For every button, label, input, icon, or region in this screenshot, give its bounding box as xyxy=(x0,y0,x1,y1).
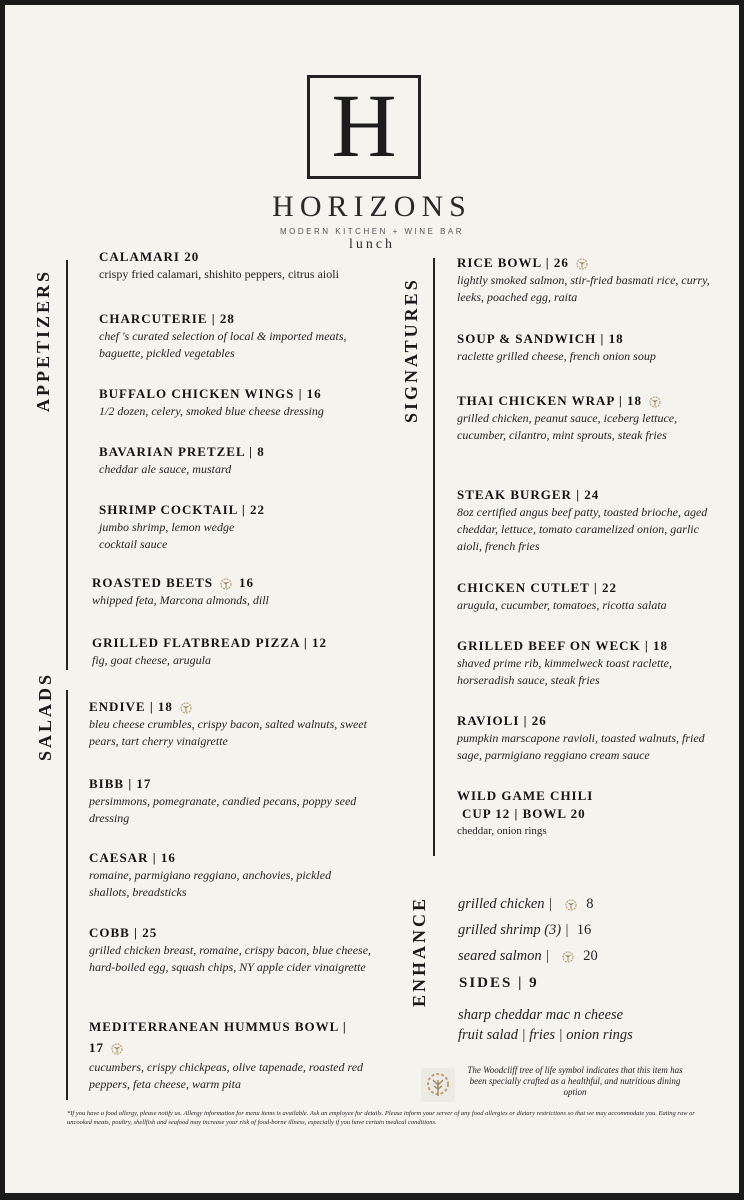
menu-item xyxy=(457,392,722,444)
menu-item xyxy=(457,486,722,555)
tree-of-life-legend-icon xyxy=(421,1068,455,1102)
sides-title: SIDES | 9 xyxy=(459,975,539,991)
item-name: BUFFALO CHICKEN WINGS | 16 xyxy=(99,386,322,401)
menu-item xyxy=(99,443,389,478)
item-name: MEDITERRANEAN HUMMUS BOWL | xyxy=(89,1019,347,1034)
logo-monogram-box xyxy=(307,75,421,179)
item-name: GRILLED FLATBREAD PIZZA | 12 xyxy=(92,635,328,650)
enhance-name: seared salmon | xyxy=(458,948,550,964)
item-name: ROASTED BEETS xyxy=(92,575,214,590)
menu-item xyxy=(92,574,392,609)
item-name: CHARCUTERIE | 28 xyxy=(99,311,235,326)
enhance-name: grilled shrimp (3) | xyxy=(458,922,569,938)
item-name: THAI CHICKEN WRAP | 18 xyxy=(457,393,642,408)
item-description: 1/2 dozen, celery, smoked blue cheese dressing xyxy=(99,404,324,418)
tree-of-life-icon xyxy=(648,395,662,409)
item-description: jumbo shrimp, lemon wedge cocktail sauce xyxy=(99,520,235,551)
item-price: 16 xyxy=(239,575,255,590)
menu-item xyxy=(99,501,269,553)
signatures-divider xyxy=(433,258,435,856)
item-description: shaved prime rib, kimmelweck toast raclette, horseradish sauce, steak fries xyxy=(457,656,672,687)
item-name-row xyxy=(92,574,392,592)
menu-item xyxy=(89,924,389,976)
enhance-price: 16 xyxy=(576,922,592,938)
item-description: cheddar, onion rings xyxy=(457,825,547,837)
item-name: ENDIVE | 18 xyxy=(89,699,173,714)
item-name: CHICKEN CUTLET | 22 xyxy=(457,580,617,595)
appetizers-divider xyxy=(66,260,68,670)
menu-item xyxy=(89,698,379,750)
item-description: grilled chicken, peanut sauce, iceberg lettuce, cucumber, cilantro, mint sprouts, steak fries xyxy=(457,411,678,442)
enhance-item xyxy=(458,946,598,966)
item-name: STEAK BURGER | 24 xyxy=(457,487,600,502)
item-name: COBB | 25 xyxy=(89,925,158,940)
item-description: chef 's curated selection of local & imported meats, baguette, pickled vegetables xyxy=(99,329,347,360)
section-label-signatures: SIGNATURES xyxy=(401,277,421,423)
item-name: GRILLED BEEF ON WECK | 18 xyxy=(457,638,668,653)
menu-item xyxy=(89,849,369,901)
menu-meal-label: lunch xyxy=(348,237,396,252)
menu-item xyxy=(457,254,717,306)
tree-of-life-icon xyxy=(110,1042,124,1056)
menu-item xyxy=(99,248,399,283)
tree-of-life-legend: The Woodcliff tree of life symbol indicates that this item has been specially crafted as a healthful, and nutritious dining option xyxy=(467,1065,683,1097)
item-description: lightly smoked salmon, stir-fried basmati rice, curry, leeks, poached egg, raita xyxy=(457,273,710,304)
menu-item xyxy=(99,385,389,420)
menu-item xyxy=(457,637,707,689)
enhance-price: 20 xyxy=(583,948,598,964)
menu-item xyxy=(99,310,369,362)
item-description: whipped feta, Marcona almonds, dill xyxy=(92,593,269,607)
item-name-row xyxy=(89,698,379,716)
menu-card xyxy=(5,5,739,1193)
sides-line: fruit salad | fries | onion rings xyxy=(458,1027,633,1043)
logo-monogram: H xyxy=(331,77,397,176)
section-label-salads: SALADS xyxy=(35,671,55,761)
item-name: BIBB | 17 xyxy=(89,776,152,791)
tree-of-life-icon xyxy=(564,898,578,912)
tree-of-life-icon xyxy=(561,950,575,964)
item-name: SHRIMP COCKTAIL | 22 xyxy=(99,502,266,517)
brand-name: HORIZONS xyxy=(272,190,472,223)
allergy-footnote: *If you have a food allergy, please notify us. Allergy information for menu items is available. Ask an employee for details. Please inform your server of any food allergies or dietary restrictions so that we may accommodate you. Eating raw or uncooked meats, poultry, shellfish and seafood may increase your risk of food-borne illness, especially if you have certain medical conditions. xyxy=(67,1110,695,1126)
item-name-row xyxy=(457,392,722,410)
item-description: grilled chicken breast, romaine, crispy bacon, blue cheese, hard-boiled egg, squash chips, NY apple cider vinaigrette xyxy=(89,943,372,974)
brand-subtitle: MODERN KITCHEN + WINE BAR xyxy=(279,227,465,236)
section-label-appetizers: APPETIZERS xyxy=(33,268,53,412)
item-name-row xyxy=(457,254,717,272)
enhance-price: 8 xyxy=(586,896,594,912)
item-name: RICE BOWL | 26 xyxy=(457,255,569,270)
item-name: RAVIOLI | 26 xyxy=(457,713,547,728)
sides-line: sharp cheddar mac n cheese xyxy=(458,1007,624,1023)
tree-of-life-icon xyxy=(575,257,589,271)
item-description: pumpkin marscapone ravioli, toasted walnuts, fried sage, parmigiano reggiano cream sauce xyxy=(457,731,705,762)
section-label-enhance: ENHANCE xyxy=(409,895,429,1007)
menu-item xyxy=(457,787,722,840)
item-name: BAVARIAN PRETZEL | 8 xyxy=(99,444,265,459)
tree-of-life-icon xyxy=(179,701,193,715)
item-description: fig, goat cheese, arugula xyxy=(92,653,211,667)
item-price: CUP 12 | BOWL 20 xyxy=(462,806,586,821)
item-description: bleu cheese crumbles, crispy bacon, salted walnuts, sweet pears, tart cherry vinaigrette xyxy=(89,717,367,748)
item-description: cucumbers, crispy chickpeas, olive tapenade, roasted red peppers, feta cheese, warm pita xyxy=(89,1060,364,1091)
item-name-row xyxy=(89,1039,389,1057)
salads-divider xyxy=(66,690,68,1100)
menu-item xyxy=(92,634,392,669)
menu-item xyxy=(457,330,727,365)
item-name: WILD GAME CHILI xyxy=(457,788,594,803)
item-description: arugula, cucumber, tomatoes, ricotta salata xyxy=(457,598,667,612)
item-description: romaine, parmigiano reggiano, anchovies, pickled shallots, breadsticks xyxy=(89,868,332,899)
item-description: 8oz certified angus beef patty, toasted brioche, aged cheddar, lettuce, tomato caramelized onion, garlic aioli, french fries xyxy=(457,505,708,553)
tree-of-life-icon xyxy=(219,577,233,591)
menu-item xyxy=(89,775,369,827)
enhance-item xyxy=(458,920,591,940)
item-name: SOUP & SANDWICH | 18 xyxy=(457,331,624,346)
item-description: crispy fried calamari, shishito peppers, citrus aioli xyxy=(99,267,339,281)
enhance-name: grilled chicken | xyxy=(458,896,553,912)
menu-item xyxy=(457,712,727,764)
menu-item xyxy=(457,579,722,614)
menu-item xyxy=(89,1018,389,1093)
enhance-item xyxy=(458,894,593,914)
item-name: CALAMARI 20 xyxy=(99,249,200,264)
item-name: CAESAR | 16 xyxy=(89,850,176,865)
item-description: raclette grilled cheese, french onion soup xyxy=(457,349,656,363)
item-price: 17 xyxy=(89,1040,104,1055)
item-description: cheddar ale sauce, mustard xyxy=(99,462,232,476)
item-description: persimmons, pomegranate, candied pecans, poppy seed dressing xyxy=(89,794,357,825)
